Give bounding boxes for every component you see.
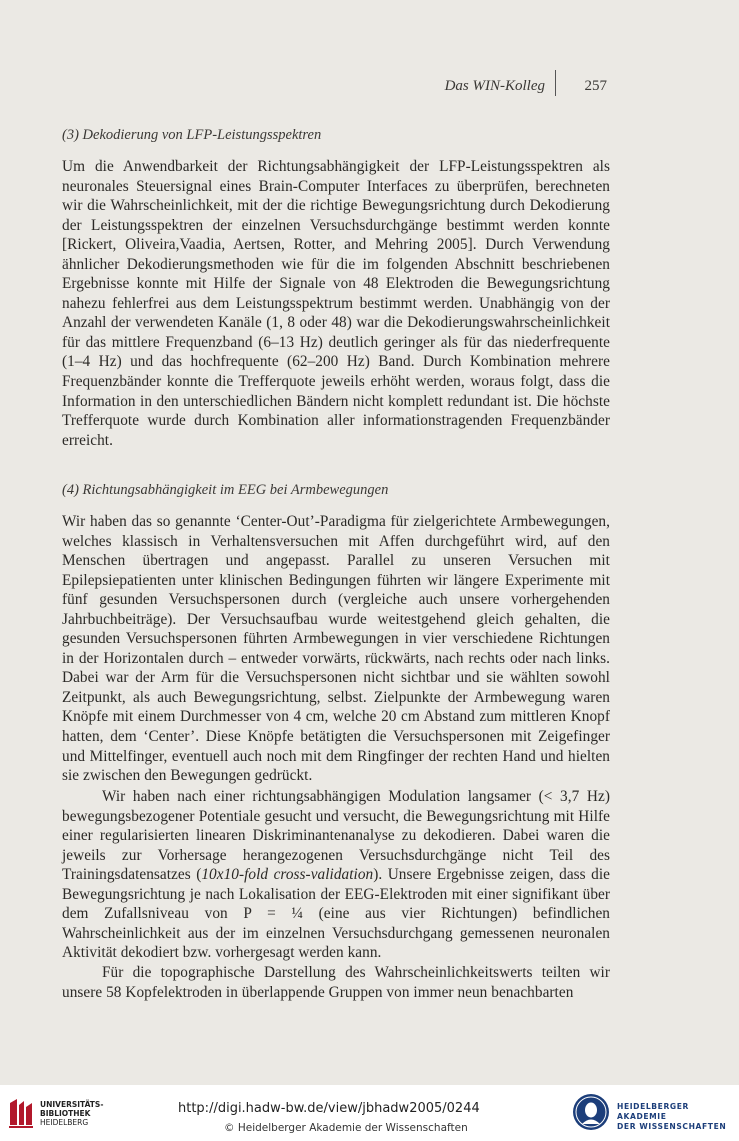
university-library-logo-icon — [8, 1095, 34, 1129]
academy-name — [617, 1102, 739, 1132]
paragraph-2-text-b: ). Unsere Ergebnisse zeigen, dass die Bewegungsrichtung je nach Lokalisation der EEG-Elektroden mit einer signifikant über dem Zufallsniveau von P = ¼ (eine aus vier Richtungen) befindlichen Wahrscheinlichkeit aus der im einzelnen Versuchsdurchgang gemessenen neuronalen Aktivität dekodiert bzw. vorhergesagt werden kann. — [62, 866, 610, 962]
digital-library-footer — [0, 1085, 739, 1141]
library-name-line-1: UNIVERSITÄTS- — [40, 1100, 104, 1109]
section-4-paragraph-2 — [62, 787, 610, 963]
academy-seal-icon — [572, 1093, 610, 1131]
running-head-divider — [555, 70, 556, 96]
library-name — [40, 1100, 103, 1127]
section-3-title: (3) Dekodierung von LFP-Leistungsspektren — [62, 127, 322, 143]
academy-name-line-1: HEIDELBERGER AKADEMIE — [617, 1102, 689, 1121]
library-name-line-3: HEIDELBERG — [40, 1118, 89, 1127]
copyright-notice: © Heidelberger Akademie der Wissenschaften — [224, 1122, 468, 1134]
running-head-title: Das WIN-Kolleg — [444, 78, 545, 94]
section-4-paragraph-1: Wir haben das so genannte ‘Center-Out’-Paradigma für zielgerichtete Armbewegungen, welches klassisch in Verhaltensversuchen mit Affen durchgeführt wird, auf den Menschen übertragen und angepasst. Parallel zu unseren Versuchen mit Epilepsiepatienten unter klinischen Bedingungen führten wir längere Experimente mit fünf gesunden Versuchspersonen durch (vergleiche auch unsere vorhergehenden Jahrbuchbeiträge). Der Versuchsaufbau wurde weitestgehend gleich gehalten, die gesunden Versuchspersonen führten Armbewegungen in vier verschiedene Richtungen in der Horizontalen durch – entweder vorwärts, rückwärts, nach rechts oder nach links. Dabei war der Arm für die Versuchspersonen nicht sichtbar und sie wählten sowohl Zeitpunkt, als auch Bewegungsrichtung, selbst. Zielpunkte der Armbewegung waren Knöpfe mit einem Durchmesser von 4 cm, welche 20 cm Abstand zum mittleren Knopf hatten, dem ‘Center’. Diese Knöpfe betätigten die Versuchspersonen mit Zeigefinger und Mittelfinger, eventuell auch noch mit dem Ringfinger der rechten Hand und hielten sie zwischen den Bewegungen gedrückt. — [62, 513, 610, 785]
section-3-paragraph: Um die Anwendbarkeit der Richtungsabhängigkeit der LFP-Leistungsspektren als neuronales Steuersignal eines Brain-Computer Interfaces zu überprüfen, berechneten wir die Wahrscheinlichkeit, mit der die richtige Bewegungsrichtung durch Dekodierung der Leistungsspektren der einzelnen Versuchsdurchgänge bestimmt werden konnte [Rickert, Oliveira,Vaadia, Aertsen, Rotter, and Mehring 2005]. Durch Verwendung ähnlicher Dekodierungsmethoden wie für die im folgenden Abschnitt beschriebenen Ergebnisse konnte mit Hilfe der Signale von 48 Elektroden die Bewegungsrichtung nahezu fehlerfrei aus dem Leistungsspektrum bestimmt werden. Unabhängig von der Anzahl der verwendeten Kanäle (1, 8 oder 48) war die Dekodierungswahrscheinlichkeit für das mittlere Frequenzband (6–13 Hz) deutlich geringer als für das niederfrequente (1–4 Hz) und das hochfrequente (62–200 Hz) Band. Durch Kombination mehrere Frequenzbänder konnte die Trefferquote jeweils erhöht werden, woraus folgt, dass die Information in den unterschiedlichen Bändern nicht komplett redundant ist. Die höchste Trefferquote wurde durch Kombination aller informationstragenden Frequenzbänder erreicht. — [62, 158, 610, 449]
academy-name-line-2: DER WISSENSCHAFTEN — [617, 1122, 727, 1131]
paragraph-2-text-a: Wir haben nach einer richtungsabhängigen Modulation langsamer (< 3,7 Hz) bewegungsbezogener Potentiale gesucht und versucht, die Bewegungsrichtung mit Hilfe einer regularisierten linearen Diskriminantenanalyse zu dekodieren. Dabei waren die jeweils zur Vorhersage herangezogenen Versuchsdurchgänge nicht Teil des Trainingsdatensatzes ( — [62, 788, 610, 884]
page-number: 257 — [584, 78, 607, 94]
permalink-url[interactable]: http://digi.hadw-bw.de/view/jbhadw2005/0244 — [178, 1101, 480, 1116]
library-name-line-2: BIBLIOTHEK — [40, 1109, 91, 1118]
cross-validation-term: 10x10-fold cross-validation — [201, 866, 374, 884]
running-head — [400, 78, 607, 102]
section-4-title: (4) Richtungsabhängigkeit im EEG bei Armbewegungen — [62, 482, 389, 498]
section-4-paragraph-3: Für die topographische Darstellung des Wahrscheinlichkeitswerts teilten wir unsere 58 Kopfelektroden in überlappende Gruppen von immer neun benachbarten — [62, 964, 610, 1001]
